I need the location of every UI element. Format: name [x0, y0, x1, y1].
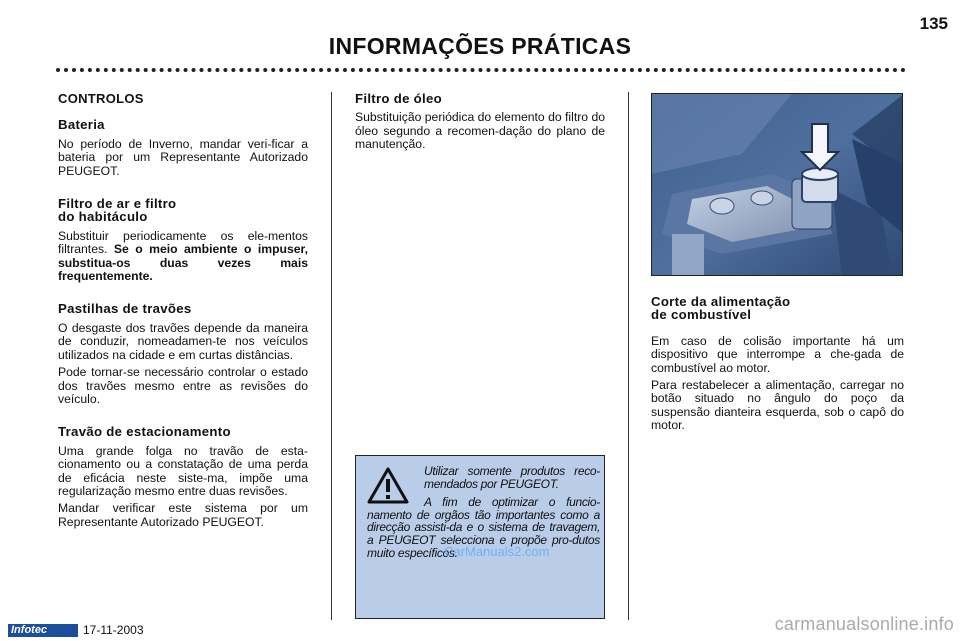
- column-divider-left: [331, 92, 332, 620]
- warning-line-1: Utilizar somente produtos reco-mendados por PEUGEOT.: [424, 464, 600, 491]
- page-number: 135: [919, 14, 948, 33]
- title-line: do habitáculo: [58, 209, 148, 225]
- warning-line-2: A fim de optimizar o funcio-namento de orgãos tão importantes como a direcção assisti-da e o sistema de travagem, a PEUGEOT selecciona e propõe pro-dutos muito específicos.: [367, 495, 600, 560]
- title-line: Corte da alimentação: [651, 294, 791, 309]
- column-divider-right: [628, 92, 629, 620]
- engine-photo: [651, 93, 903, 276]
- paragraph: Mandar verificar este sistema por um Representante Autorizado PEUGEOT.: [58, 501, 308, 529]
- section-travao-estacionamento: [58, 425, 308, 529]
- column-filtro-oleo: [355, 92, 605, 156]
- section-heading-controlos: CONTROLOS: [58, 91, 144, 106]
- paragraph: No período de Inverno, mandar veri-ficar a bateria por um Representante Autorizado PEUGEOT.: [58, 136, 308, 178]
- section-filtro-ar: [58, 197, 308, 283]
- paragraph: O desgaste dos travões depende da maneira de conduzir, nomeadamen-te nos veículos utilizados na cidade e em curtas distâncias.: [58, 320, 308, 362]
- warning-box: [355, 455, 605, 619]
- footer-watermark-site: carmanualsonline.info: [774, 614, 954, 634]
- paragraph: Substituição periódica do elemento do filtro do óleo segundo a recomen-dação do plano de manutenção.: [355, 110, 605, 152]
- section-title-corte-combustivel: [651, 295, 904, 322]
- title-line: de combustível: [651, 307, 752, 323]
- engine-photo-illustration: [652, 94, 903, 276]
- paragraph: [58, 230, 308, 284]
- section-title-filtro-oleo: Filtro de óleo: [355, 91, 442, 106]
- column-controlos: [58, 92, 308, 548]
- section-title-bateria: Bateria: [58, 117, 105, 133]
- paragraph-text: Substituir periodicamente os ele-mentos filtrantes.: [58, 228, 308, 257]
- watermark: CarManuals2.com: [444, 544, 550, 559]
- dotted-rule: [56, 68, 906, 72]
- section-title-pastilhas: Pastilhas de travões: [58, 301, 192, 317]
- page-title: INFORMAÇÕES PRÁTICAS: [328, 33, 632, 59]
- section-title-filtro-ar: [58, 197, 308, 224]
- footer-date: 17-11-2003: [83, 623, 144, 637]
- title-line: Filtro de ar e filtro: [58, 196, 177, 212]
- paragraph-emphasis: Se o meio ambiente o impuser, substitua-os duas vezes mais frequentemente.: [58, 242, 308, 284]
- section-pastilhas: [58, 302, 308, 406]
- section-title-travao: Travão de estacionamento: [58, 424, 231, 440]
- paragraph: Em caso de colisão importante há um dispositivo que interrompe a che-gada de combustível ao motor.: [651, 333, 904, 375]
- section-bateria: [58, 118, 308, 178]
- column-corte-combustivel: [651, 295, 904, 437]
- infotec-logo: Infotec: [8, 624, 78, 637]
- paragraph: Para restabelecer a alimentação, carregar no botão situado no ângulo do poço da suspensão dianteira esquerda, sob o capô do motor.: [651, 378, 904, 433]
- paragraph: Uma grande folga no travão de esta-cionamento ou a constatação de uma perda de eficácia neste siste-ma, impõe uma regularização mesmo entre duas revisões.: [58, 443, 308, 498]
- paragraph: Pode tornar-se necessário controlar o estado dos travões mesmo entre as revisões do veículo.: [58, 365, 308, 406]
